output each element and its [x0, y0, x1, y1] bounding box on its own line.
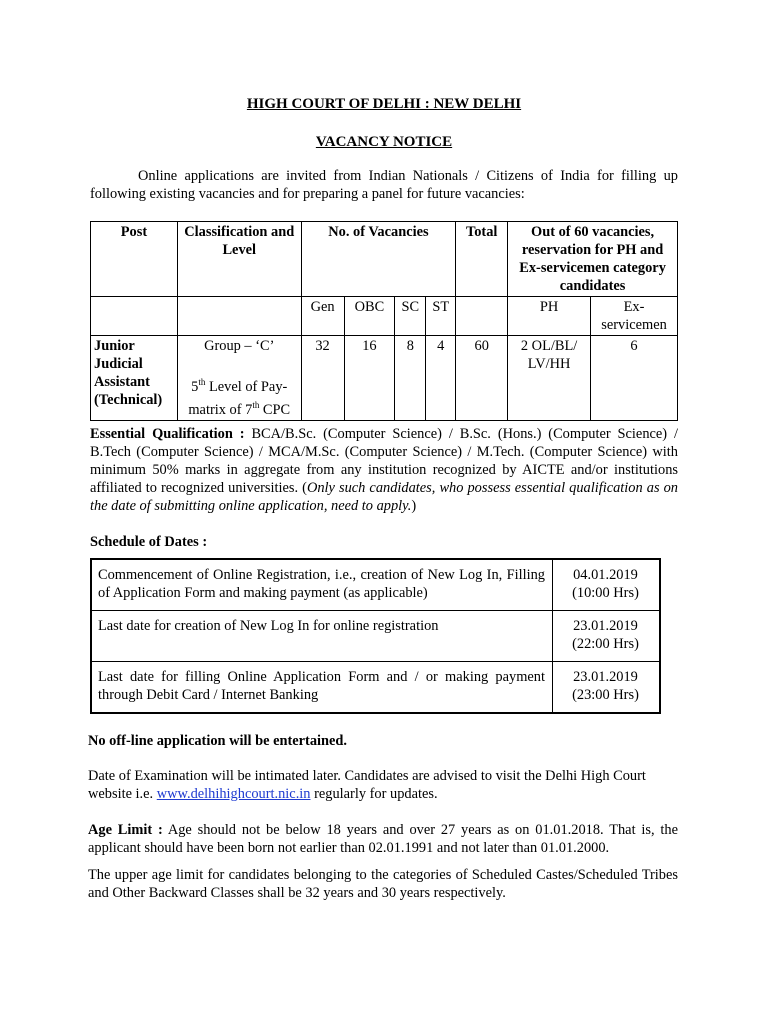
subheader-st: ST	[426, 297, 456, 336]
cell-st: 4	[426, 336, 456, 421]
table-row	[91, 336, 678, 421]
table-subheader-row	[91, 297, 678, 336]
header-reservation: Out of 60 vacancies, reservation for PH and Ex-servicemen category candidates	[508, 222, 678, 297]
cell-group: Group – ‘C’	[204, 338, 275, 354]
schedule-date: 23.01.2019 (23:00 Hrs)	[553, 662, 661, 714]
schedule-table	[90, 558, 661, 714]
cell-ph: 2 OL/BL/ LV/HH	[508, 336, 591, 421]
cell-sc: 8	[395, 336, 426, 421]
header-total: Total	[456, 222, 508, 297]
table-row	[91, 662, 660, 714]
exam-paragraph: Date of Examination will be intimated later. Candidates are advised to visit the Delhi High Court website i.e. www.delhihighcourt.nic.in regularly for updates.	[88, 768, 646, 802]
cell-obc: 16	[344, 336, 395, 421]
cell-post: Junior Judicial Assistant (Technical)	[91, 336, 178, 421]
empty-cell	[177, 297, 301, 336]
page-title: HIGH COURT OF DELHI : NEW DELHI	[246, 96, 522, 112]
qualification-text: BCA/B.Sc. (Computer Science) / B.Sc. (Hons.) (Computer Science) / B.Tech (Computer Science) / MCA/M.Sc. (Computer Science) / M.Tech. (Computer Science) with minimum 50% marks in aggregate from any institution recognized by AICTE and/or institutions affiliated to recognized universities. (	[90, 426, 678, 496]
schedule-heading: Schedule of Dates :	[90, 534, 208, 550]
notice-subtitle: VACANCY NOTICE	[315, 134, 453, 150]
cell-gen: 32	[301, 336, 344, 421]
cell-ex: 6	[591, 336, 678, 421]
schedule-event: Last date for creation of New Log In for online registration	[91, 611, 553, 662]
subheader-obc: OBC	[344, 297, 395, 336]
schedule-date: 04.01.2019 (10:00 Hrs)	[553, 559, 661, 611]
subheader-ex: Ex-servicemen	[591, 297, 678, 336]
empty-cell	[456, 297, 508, 336]
table-row	[91, 611, 660, 662]
header-vacancies: No. of Vacancies	[301, 222, 456, 297]
qualification-note: Only such candidates, who possess essential qualification as on the date of submitting online application, need to apply.	[90, 480, 678, 514]
cell-classification	[177, 336, 301, 421]
qualification-label: Essential Qualification :	[90, 426, 245, 442]
qualification-paragraph: Essential Qualification : BCA/B.Sc. (Computer Science) / B.Sc. (Hons.) (Computer Science) / B.Tech (Computer Science) / MCA/M.Sc. (Computer Science) / M.Tech. (Computer Science) with minimum 50% marks in aggregate from any institution recognized by AICTE and/or institutions affiliated to recognized universities. (Only such candidates, who possess essential qualification as on the date of submitting online application, need to apply.)	[90, 426, 678, 514]
empty-cell	[91, 297, 178, 336]
upper-age-paragraph: The upper age limit for candidates belonging to the categories of Scheduled Castes/Scheduled Tribes and Other Backward Classes shall be 32 years and 30 years respectively.	[88, 867, 678, 901]
intro-paragraph: Online applications are invited from Indian Nationals / Citizens of India for filling up following existing vacancies and for preparing a panel for future vacancies:	[90, 168, 678, 202]
header-classification: Classification and Level	[177, 222, 301, 297]
schedule-event: Last date for filling Online Application Form and / or making payment through Debit Card / Internet Banking	[91, 662, 553, 714]
subheader-gen: Gen	[301, 297, 344, 336]
cell-total: 60	[456, 336, 508, 421]
subheader-sc: SC	[395, 297, 426, 336]
table-row	[91, 559, 660, 611]
table-header-row	[91, 222, 678, 297]
no-offline-notice: No off-line application will be entertained.	[88, 733, 348, 749]
schedule-date: 23.01.2019 (22:00 Hrs)	[553, 611, 661, 662]
cell-level: 5th Level of Pay-matrix of 7th CPC	[188, 377, 291, 418]
age-limit-text: Age should not be below 18 years and over 27 years as on 01.01.2018. That is, the applicant should have been born not earlier than 02.01.1991 and not later than 01.01.2000.	[88, 822, 678, 856]
schedule-event: Commencement of Online Registration, i.e., creation of New Log In, Filling of Application Form and making payment (as applicable)	[91, 559, 553, 611]
website-link[interactable]: www.delhihighcourt.nic.in	[156, 786, 311, 802]
age-limit-paragraph	[88, 821, 678, 857]
subheader-ph: PH	[508, 297, 591, 336]
age-limit-label: Age Limit :	[88, 822, 163, 838]
vacancy-table	[90, 221, 678, 421]
header-post: Post	[91, 222, 178, 297]
